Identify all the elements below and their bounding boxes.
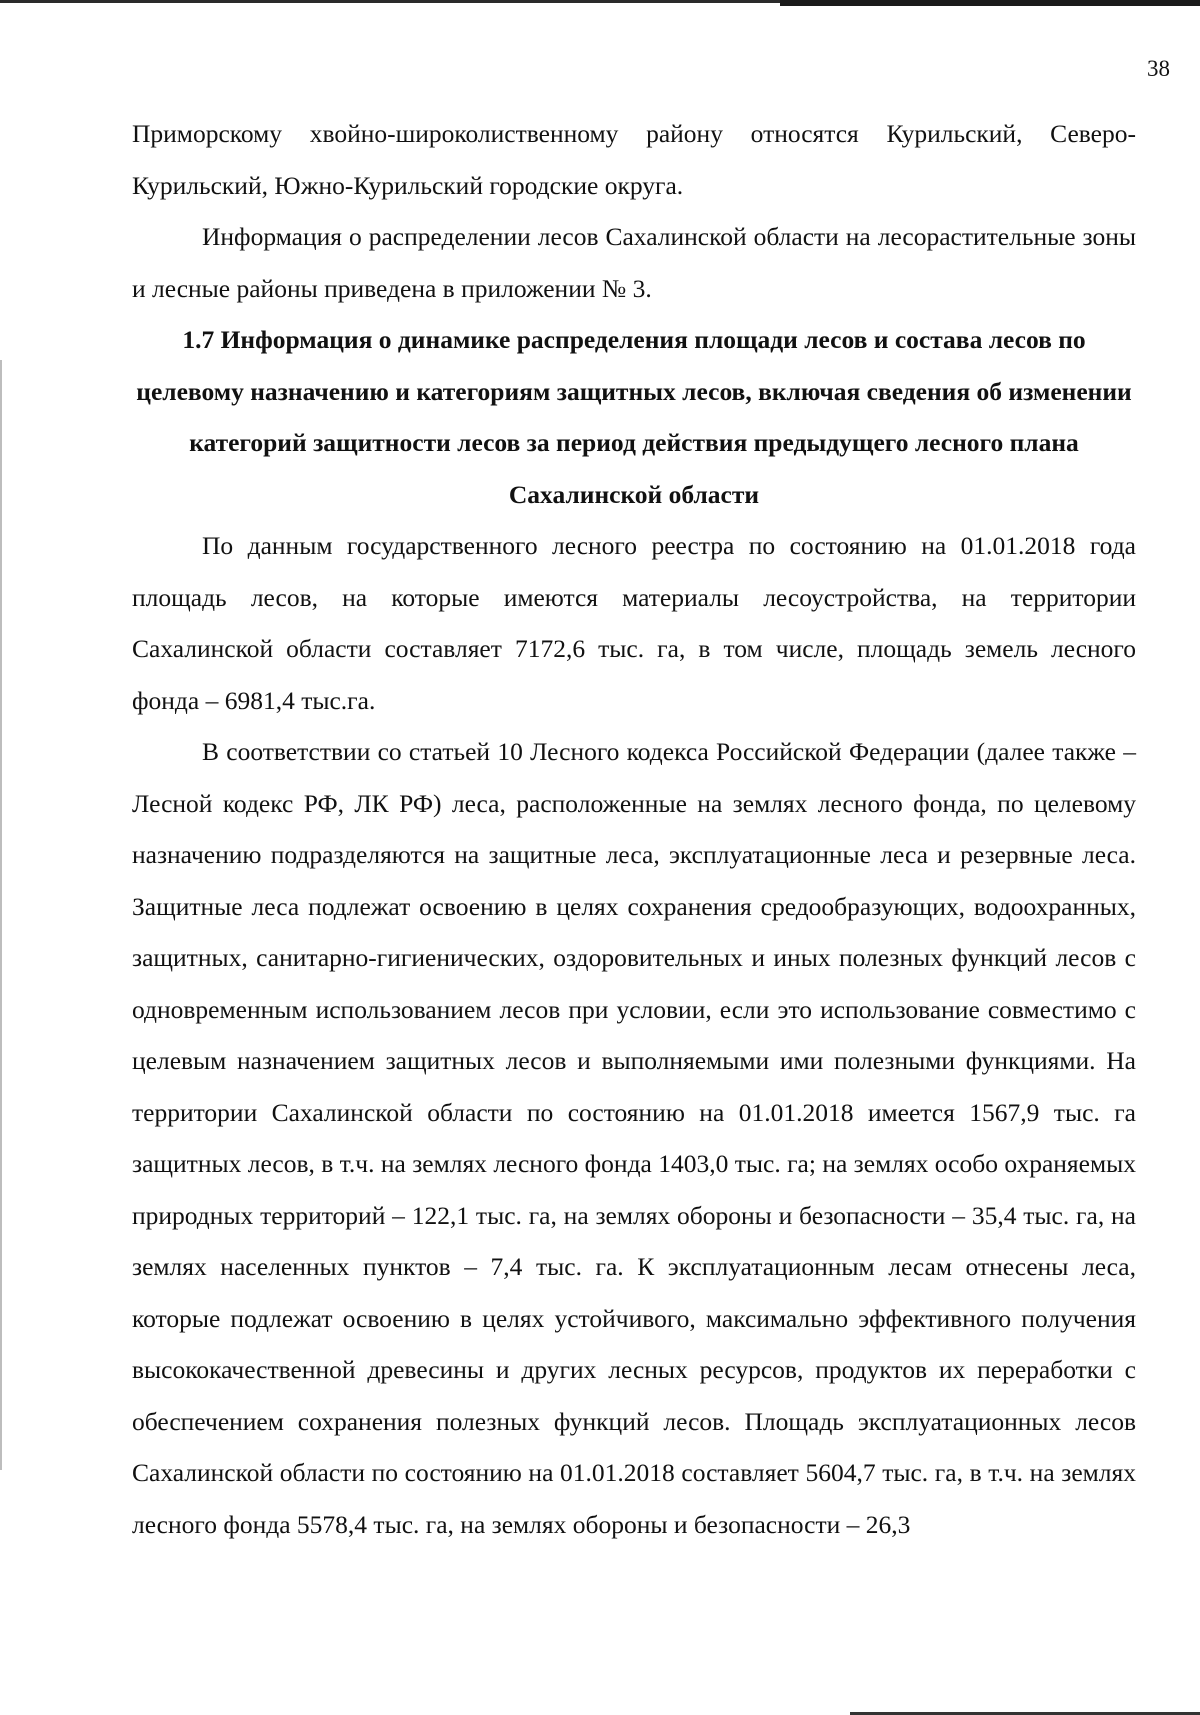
- paragraph-forest-area: По данным государственного лесного реестра по состоянию на 01.01.2018 года площадь лесов, на которые имеются материалы лесоустройства, на территории Сахалинской области составляет 7172,6 тыс. га, в том числе, площадь земель лесного фонда – 6981,4 тыс.га.: [132, 531, 1136, 715]
- paragraph-appendix-reference: Информация о распределении лесов Сахалинской области на лесорастительные зоны и лесные районы приведена в приложении № 3.: [132, 222, 1136, 303]
- scan-top-border-dark: [780, 0, 1200, 6]
- scan-left-edge: [0, 360, 2, 1470]
- section-heading: 1.7 Информация о динамике распределения площади лесов и состава лесов по целевому назначению и категориям защитных лесов, включая сведения об изменении категорий защитности лесов за период действия предыдущего лесного плана Сахалинской области: [136, 325, 1132, 509]
- document-body: [132, 108, 1136, 1550]
- page-number: 38: [1147, 56, 1170, 81]
- paragraph-forest-categories: В соответствии со статьей 10 Лесного кодекса Российской Федерации (далее также – Лесной кодекс РФ, ЛК РФ) леса, расположенные на землях лесного фонда, по целевому назначению подразделяются на защитные леса, эксплуатационные леса и резервные леса. Защитные леса подлежат освоению в целях сохранения средообразующих, водоохранных, защитных, санитарно-гигиенических, оздоровительных и иных полезных функций лесов с одновременным использованием лесов при условии, если это использование совместимо с целевым назначением защитных лесов и выполняемыми ими полезными функциями. На территории Сахалинской области по состоянию на 01.01.2018 имеется 1567,9 тыс. га защитных лесов, в т.ч. на землях лесного фонда 1403,0 тыс. га; на землях особо охраняемых природных территорий – 122,1 тыс. га, на землях обороны и безопасности – 35,4 тыс. га, на землях населенных пунктов – 7,4 тыс. га. К эксплуатационным лесам отнесены леса, которые подлежат освоению в целях устойчивого, максимально эффективного получения высококачественной древесины и других лесных ресурсов, продуктов их переработки с обеспечением сохранения полезных функций лесов. Площадь эксплуатационных лесов Сахалинской области по состоянию на 01.01.2018 составляет 5604,7 тыс. га, в т.ч. на землях лесного фонда 5578,4 тыс. га, на землях обороны и безопасности – 26,3: [132, 737, 1136, 1539]
- paragraph-continuation: Приморскому хвойно-широколиственному району относятся Курильский, Северо-Курильский, Южно-Курильский городские округа.: [132, 119, 1136, 200]
